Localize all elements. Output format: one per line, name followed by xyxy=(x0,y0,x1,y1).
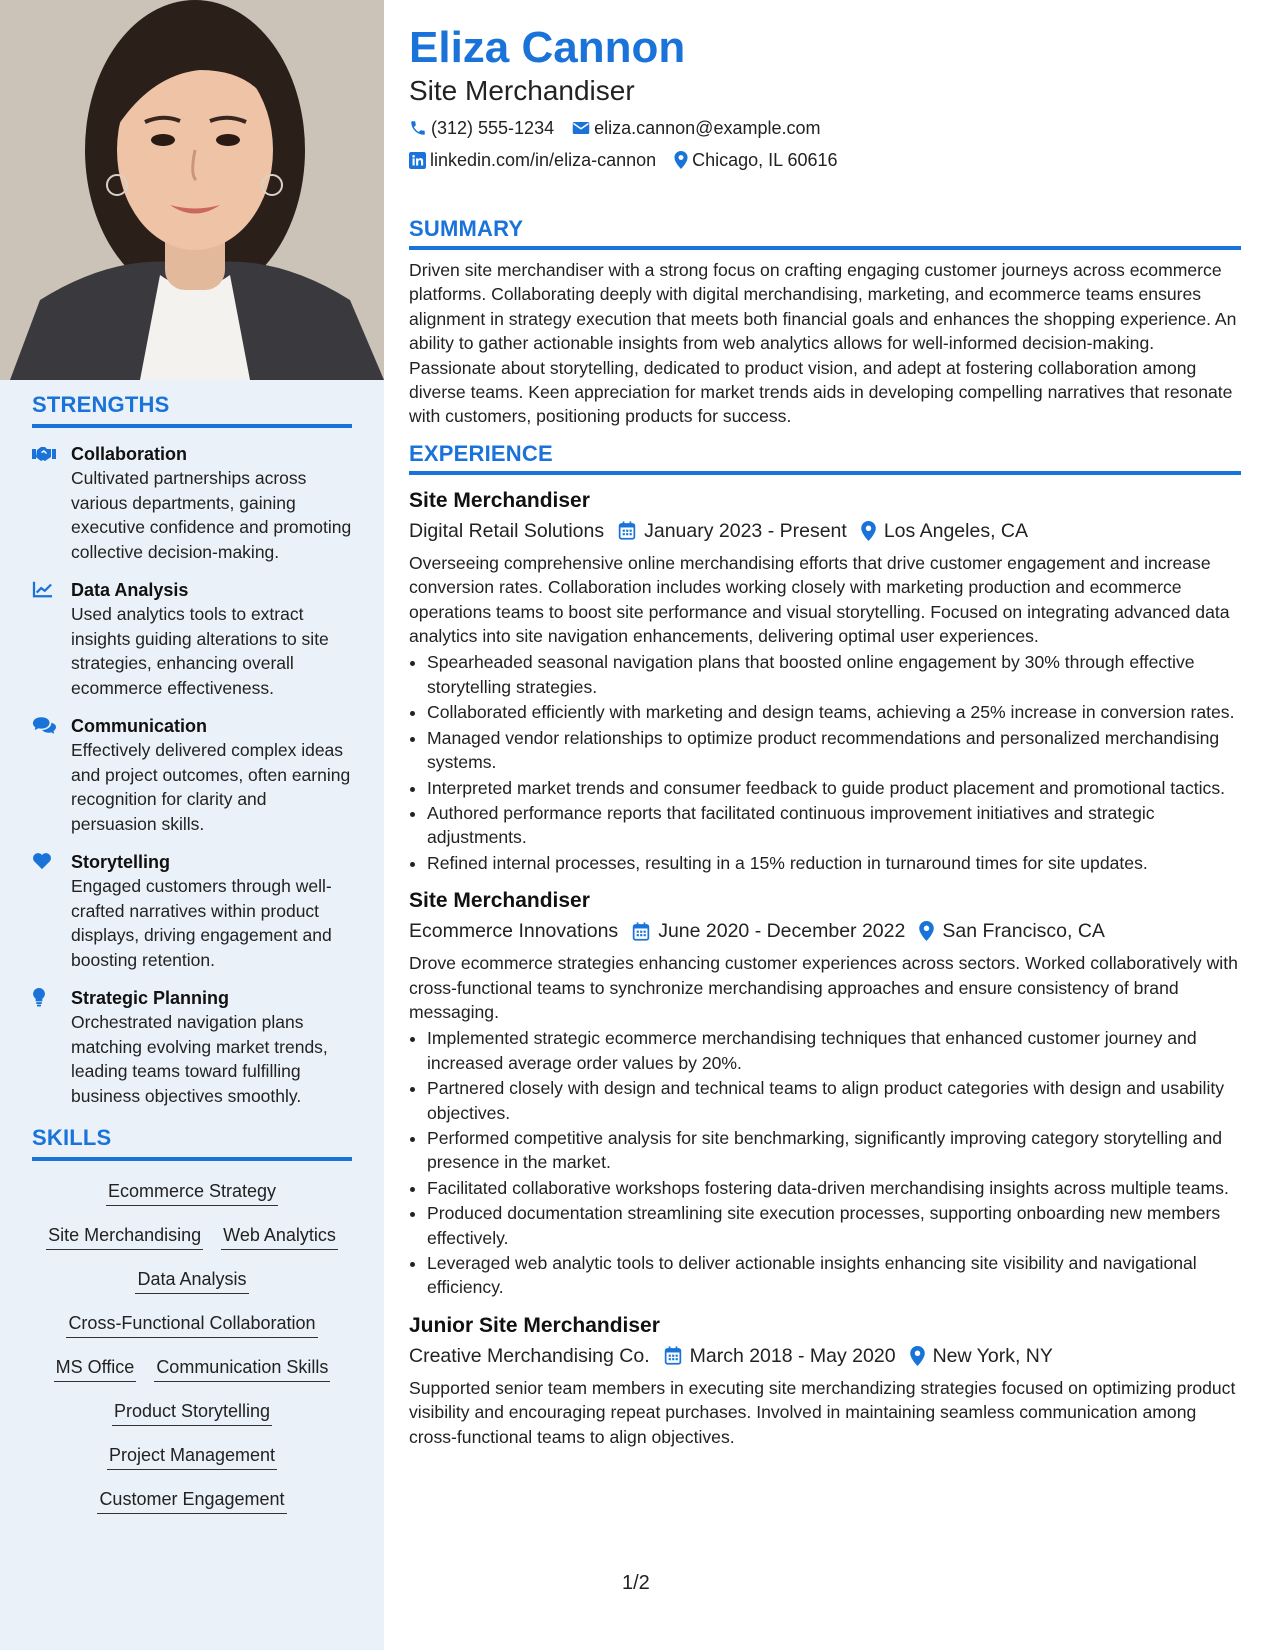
job-description: Overseeing comprehensive online merchandising efforts that drive customer engagement and increase conversion rates. Collaboration includes working closely with marketing production and ecommerce operations teams to boost site performance and visual storytelling. Focused on integrating advanced data analytics into site navigation enhancements, delivering optimal user experiences. xyxy=(409,552,1230,647)
skill-tag: Project Management xyxy=(107,1443,277,1470)
skill-tag: Web Analytics xyxy=(221,1223,338,1250)
phone-contact xyxy=(409,116,554,140)
strength-title: Strategic Planning xyxy=(71,988,230,1008)
job-bullet: • Refined internal processes, resulting in a 15% reduction in turnaround times for site updates. xyxy=(427,851,1241,875)
skills-title: SKILLS xyxy=(32,1125,352,1161)
job-company: Ecommerce Innovations xyxy=(409,920,619,943)
experience-title: EXPERIENCE xyxy=(409,441,1241,475)
job-location xyxy=(861,517,1028,545)
strength-item xyxy=(32,714,352,836)
location-text: Chicago, IL 60616 xyxy=(692,150,838,170)
job-description: Supported senior team members in executing site merchandizing strategies focused on optimizing product visibility and encouraging repeat purchases. Involved in maintaining seamless communication among cross-functional teams to align objectives. xyxy=(409,1377,1236,1447)
job-bullet: • Managed vendor relationships to optimize product recommendations and personalized merchandising systems. xyxy=(427,726,1241,775)
skill-tag: Communication Skills xyxy=(154,1355,330,1382)
job-list xyxy=(409,487,1241,1449)
job-bullet: • Leveraged web analytic tools to deliver actionable insights enhancing site visibility and navigational efficiency. xyxy=(427,1251,1241,1300)
calendar-icon xyxy=(618,521,636,540)
strength-description: Used analytics tools to extract insights guiding alterations to site strategies, enhancing overall ecommerce effectiveness. xyxy=(71,604,329,698)
envelope-icon xyxy=(572,120,590,136)
job-bullet: • Performed competitive analysis for site benchmarking, significantly improving category storytelling and presence in the market. xyxy=(427,1126,1241,1175)
job-bullet: • Interpreted market trends and consumer feedback to guide product placement and promotional tactics. xyxy=(427,776,1241,800)
lightbulb-icon xyxy=(32,988,54,1008)
job-dates xyxy=(664,1342,896,1370)
job-company: Creative Merchandising Co. xyxy=(409,1344,650,1367)
job-bullet: • Implemented strategic ecommerce merchandising techniques that enhanced customer journey and increased average order values by 20%. xyxy=(427,1026,1241,1075)
job-bullet: • Collaborated efficiently with marketing and design teams, achieving a 25% increase in conversion rates. xyxy=(427,700,1241,724)
skill-row xyxy=(32,1223,352,1250)
linkedin-contact[interactable] xyxy=(409,148,656,172)
strength-title: Data Analysis xyxy=(71,580,189,600)
skills-list xyxy=(32,1179,352,1514)
contact-row-2 xyxy=(409,148,1241,172)
candidate-role: Site Merchandiser xyxy=(409,75,635,106)
strength-description: Effectively delivered complex ideas and project outcomes, often earning recognition for clarity and persuasion skills. xyxy=(71,740,351,834)
job-description: Drove ecommerce strategies enhancing customer experiences across sectors. Worked collaboratively with cross-functional teams to synchronize merchandising approaches and ensure consistency of brand messaging. xyxy=(409,953,1238,1022)
strengths-title: STRENGTHS xyxy=(32,392,352,428)
main-content xyxy=(409,0,1241,1449)
strengths-section xyxy=(32,392,352,1108)
job-bullet: • Facilitated collaborative workshops fostering data-driven merchandising insights across multiple teams. xyxy=(427,1176,1241,1200)
linkedin-text[interactable]: linkedin.com/in/eliza-cannon xyxy=(430,150,657,170)
summary-text: Driven site merchandiser with a strong focus on crafting engaging customer journeys across ecommerce platforms. Collaborating deeply with digital merchandising, marketing, and ecommerce teams ensures alignment in strategy execution that meets both financial goals and enhances the shopping experience. An ability to gather actionable insights from web analytics allows for well-informed decision-making. Passionate about storytelling, dedicated to product vision, and adept at fostering collaboration among diverse teams. Keen appreciation for market trends aids in developing compelling narratives that resonate with customers, positioning products for success. xyxy=(409,260,1237,427)
chart-line-icon xyxy=(32,580,54,600)
job-bullets xyxy=(409,1026,1241,1299)
phone-text: (312) 555-1234 xyxy=(431,118,555,138)
job-dates-text: June 2020 - December 2022 xyxy=(658,920,906,943)
skill-row xyxy=(32,1443,352,1470)
skill-tag: Site Merchandising xyxy=(46,1223,203,1250)
job-bullet: • Spearheaded seasonal navigation plans that boosted online engagement by 30% through effective storytelling strategies. xyxy=(427,650,1241,699)
strength-description: Orchestrated navigation plans matching evolving market trends, leading teams toward fulfilling business objectives smoothly. xyxy=(71,1012,328,1106)
calendar-icon xyxy=(632,922,650,941)
location-contact xyxy=(674,148,837,172)
strength-item xyxy=(32,578,352,700)
map-pin-icon xyxy=(910,1346,925,1366)
job-location-text: San Francisco, CA xyxy=(942,920,1105,943)
skill-tag: Customer Engagement xyxy=(97,1487,286,1514)
strength-title: Storytelling xyxy=(71,852,171,872)
email-text[interactable]: eliza.cannon@example.com xyxy=(594,118,821,138)
skill-row xyxy=(32,1267,352,1294)
skill-tag: Data Analysis xyxy=(135,1267,248,1294)
job-bullet: • Produced documentation streamlining site execution processes, supporting onboarding new members effectively. xyxy=(427,1201,1241,1250)
profile-photo xyxy=(0,0,384,380)
job-dates-text: January 2023 - Present xyxy=(644,519,847,542)
job-dates xyxy=(632,917,905,945)
handshake-icon xyxy=(32,444,54,464)
job-title: Site Merchandiser xyxy=(409,889,590,913)
job-entry xyxy=(409,487,1241,875)
skill-tag: Ecommerce Strategy xyxy=(106,1179,278,1206)
job-meta xyxy=(409,917,1241,945)
summary-section xyxy=(409,216,1241,429)
strength-title: Communication xyxy=(71,716,208,736)
skill-row xyxy=(32,1487,352,1514)
job-dates-text: March 2018 - May 2020 xyxy=(689,1344,896,1367)
strengths-list xyxy=(32,442,352,1108)
phone-icon xyxy=(409,119,427,137)
strength-item xyxy=(32,986,352,1108)
skill-tag: MS Office xyxy=(54,1355,137,1382)
calendar-icon xyxy=(664,1346,682,1365)
job-location-text: New York, NY xyxy=(932,1344,1053,1367)
skills-section xyxy=(32,1125,352,1531)
candidate-name: Eliza Cannon xyxy=(409,23,686,72)
experience-section xyxy=(409,441,1241,1449)
strength-title: Collaboration xyxy=(71,444,187,464)
job-title: Site Merchandiser xyxy=(409,488,590,512)
job-bullet: • Partnered closely with design and technical teams to align product categories with design and usability objectives. xyxy=(427,1076,1241,1125)
strength-description: Cultivated partnerships across various departments, gaining executive confidence and promoting collective decision-making. xyxy=(71,468,352,562)
heart-icon xyxy=(32,852,54,872)
skill-row xyxy=(32,1179,352,1206)
strength-item xyxy=(32,442,352,564)
job-location xyxy=(910,1342,1053,1370)
job-entry xyxy=(409,1312,1241,1449)
skill-tag: Cross-Functional Collaboration xyxy=(66,1311,317,1338)
job-bullets xyxy=(409,650,1241,875)
job-title: Junior Site Merchandiser xyxy=(409,1313,660,1337)
map-pin-icon xyxy=(861,521,876,541)
job-dates xyxy=(618,517,847,545)
job-entry xyxy=(409,887,1241,1300)
strength-description: Engaged customers through well-crafted narratives within product displays, driving engagement and boosting retention. xyxy=(71,876,332,970)
map-pin-icon xyxy=(919,921,934,941)
strength-item xyxy=(32,850,352,972)
job-company: Digital Retail Solutions xyxy=(409,519,605,542)
summary-title: SUMMARY xyxy=(409,216,1241,250)
comments-icon xyxy=(32,716,54,736)
contact-row-1 xyxy=(409,116,1241,140)
linkedin-icon xyxy=(409,152,426,169)
page-number: 1/2 xyxy=(622,1572,650,1594)
sidebar xyxy=(0,0,384,1650)
job-bullet: • Authored performance reports that facilitated continuous improvement initiatives and strategic adjustments. xyxy=(427,801,1241,850)
map-pin-icon xyxy=(674,151,688,169)
job-meta xyxy=(409,517,1241,545)
job-location xyxy=(919,917,1105,945)
skill-row xyxy=(32,1311,352,1338)
skill-row xyxy=(32,1355,352,1382)
job-location-text: Los Angeles, CA xyxy=(883,519,1028,542)
email-contact[interactable] xyxy=(572,116,820,140)
job-meta xyxy=(409,1342,1241,1370)
skill-tag: Product Storytelling xyxy=(112,1399,272,1426)
skill-row xyxy=(32,1399,352,1426)
